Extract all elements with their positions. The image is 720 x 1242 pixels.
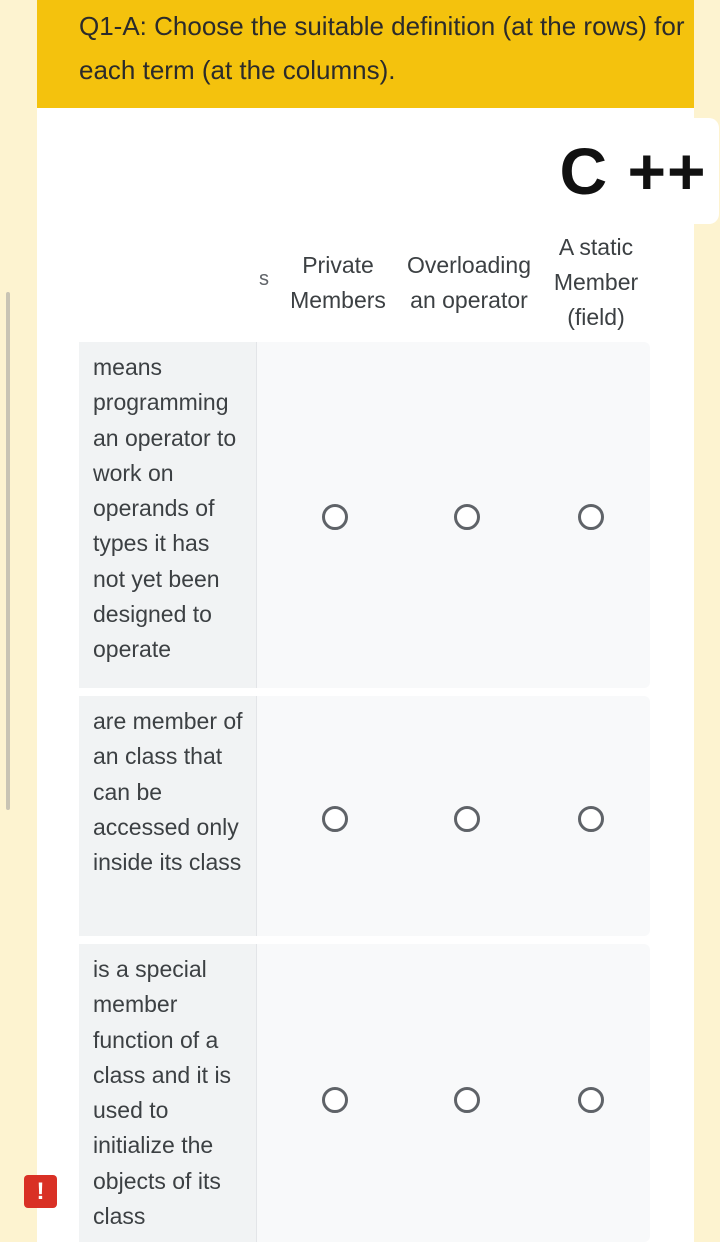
grid-row [79,944,650,1242]
radio-row3-private-members[interactable] [322,1087,348,1113]
cpp-logo-text: C ++ [559,134,707,208]
question-title: Q1-A: Choose the suitable definition (at the rows) for each term (at the columns). [79,11,685,85]
grid-row [79,342,650,688]
column-header-private-members: Private Members [290,252,386,313]
question-card [37,108,707,1242]
radio-row1-static-member[interactable] [578,504,604,530]
radio-row3-static-member[interactable] [578,1087,604,1113]
scrollbar[interactable] [6,292,10,810]
column-header-overloading: Overloading an operator [406,252,532,313]
radio-row2-static-member[interactable] [578,806,604,832]
radio-row3-overloading[interactable] [454,1087,480,1113]
grid-row [79,696,650,936]
column-header-static-member: A static Member (field) [553,234,639,330]
row-label: are member of an class that can be accessed only inside its class [79,696,257,936]
row-label: is a special member function of a class and it is used to initialize the objects of its class [79,944,257,1242]
radio-row2-private-members[interactable] [322,806,348,832]
column-header-partial: s [259,268,269,290]
radio-row1-overloading[interactable] [454,504,480,530]
radio-row1-private-members[interactable] [322,504,348,530]
radio-row2-overloading[interactable] [454,806,480,832]
cpp-logo [547,118,719,224]
question-header [37,0,694,108]
alert-icon[interactable]: ! [24,1175,57,1208]
row-label: means programming an operator to work on operands of types it has not yet been designed to operate [79,342,257,688]
